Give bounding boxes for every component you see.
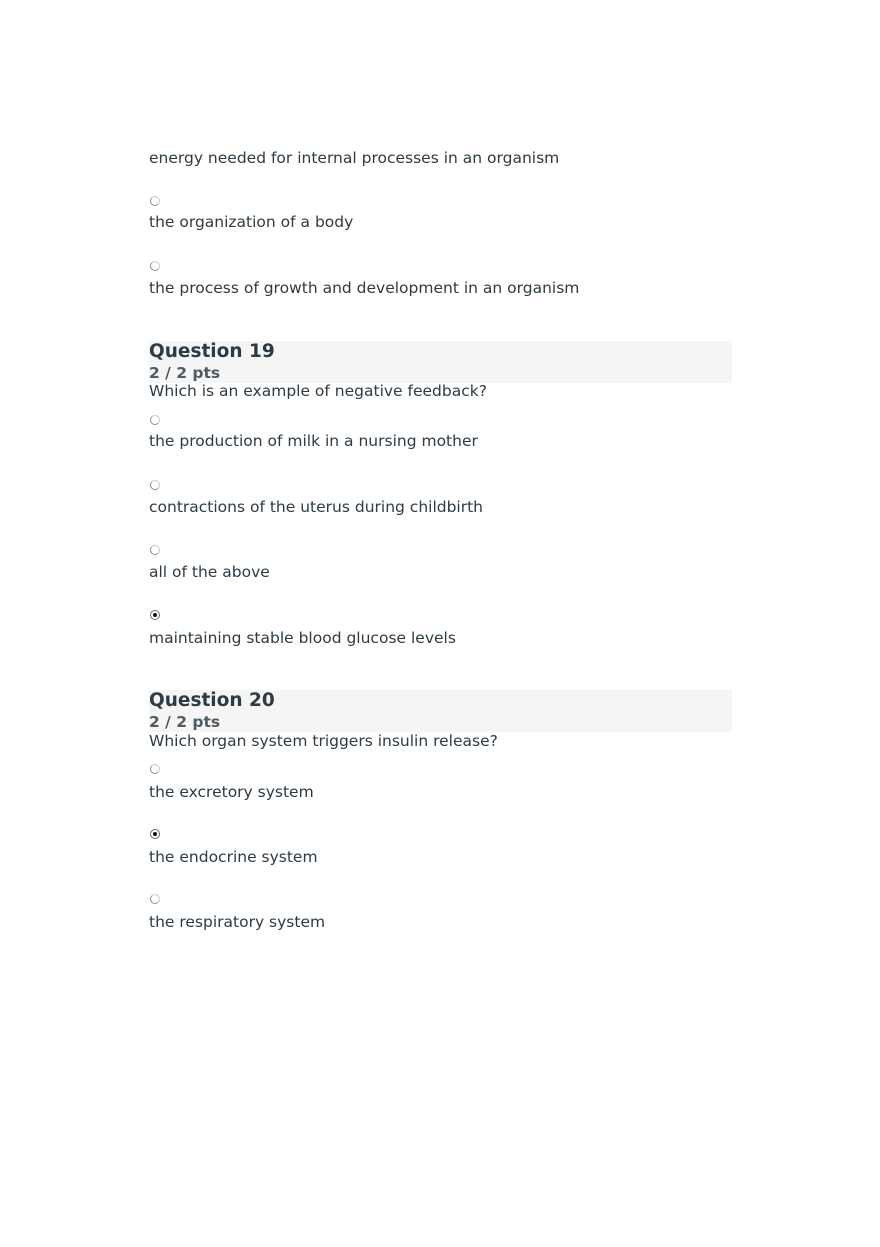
answer-radio[interactable] [150,894,160,904]
question-text: Which organ system triggers insulin release? [149,732,498,750]
answer-radio[interactable] [150,545,160,555]
question-points: 2 / 2 pts [149,713,221,731]
question-header [149,690,732,732]
question-points: 2 / 2 pts [149,364,221,382]
answer-label: the excretory system [149,783,314,801]
answer-radio-selected[interactable] [150,829,160,839]
answer-label: the process of growth and development in an organism [149,279,580,297]
answer-label: the respiratory system [149,913,326,931]
question-header [149,341,732,383]
answer-label: the organization of a body [149,213,354,231]
answer-radio[interactable] [150,196,160,206]
question-title: Question 20 [149,690,275,711]
question-text: Which is an example of negative feedback? [149,382,487,400]
answer-radio[interactable] [150,480,160,490]
answer-radio[interactable] [150,415,160,425]
answer-label: energy needed for internal processes in an organism [149,149,560,167]
answer-label: the production of milk in a nursing mother [149,432,478,450]
answer-label: maintaining stable blood glucose levels [149,629,456,647]
answer-label: the endocrine system [149,848,318,866]
question-title: Question 19 [149,341,275,362]
answer-radio[interactable] [150,261,160,271]
answer-radio[interactable] [150,764,160,774]
answer-radio-selected[interactable] [150,610,160,620]
answer-label: all of the above [149,563,270,581]
answer-label: contractions of the uterus during childbirth [149,498,484,516]
